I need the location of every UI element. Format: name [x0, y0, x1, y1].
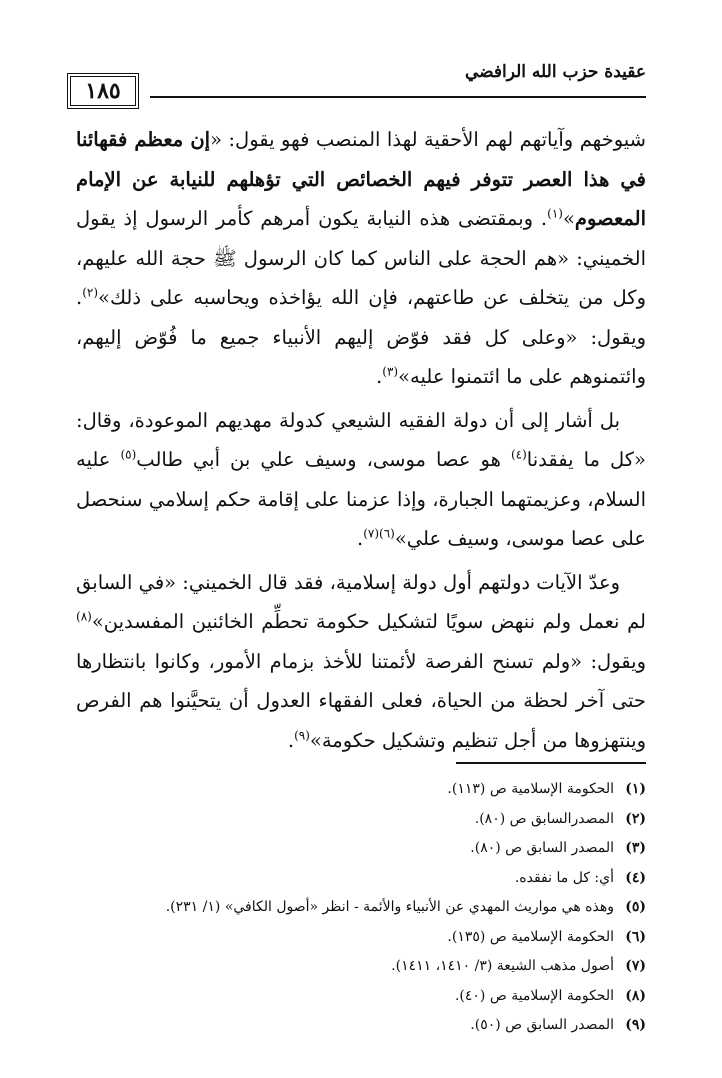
- page-number: ١٨٥: [85, 78, 121, 104]
- footnote-number: (١): [625, 781, 646, 797]
- body-text: [76, 120, 646, 760]
- footnote-text: المصدرالسابق ص (٨٠).: [474, 810, 614, 827]
- footnote-ref: (٢): [82, 285, 99, 300]
- paragraph: [76, 401, 646, 559]
- footnote-ref: (٨): [76, 609, 92, 624]
- footnote-text: أي: كل ما نفقده.: [514, 869, 614, 886]
- text-run: .: [376, 365, 383, 388]
- running-header-title: عقيدة حزب الله الرافضي: [464, 62, 646, 82]
- footnote-number: (٢): [625, 810, 646, 827]
- footnote-separator: [456, 762, 646, 764]
- paragraph: [76, 563, 646, 761]
- footnote-number: (٦): [625, 928, 646, 945]
- footnote: [60, 923, 646, 953]
- footnote-ref: (٩): [294, 728, 310, 742]
- footnote-number: (٣): [625, 840, 646, 856]
- text-run: .: [287, 728, 295, 752]
- text-run: هو عصا موسى، وسيف علي بن أبي طالب: [136, 448, 511, 471]
- footnote: [60, 1011, 646, 1041]
- text-run: ويقول: «ولم تسنح الفرصة لأئمتنا للأخذ بزمام الأمور، وكانوا بانتظارها حتى آخر لحظة من الحياة، فعلى الفقهاء العدول أن يتحيَّنوا هم الفرص وينتهزوها من أجل تنظيم وتشكيل حكومة»: [76, 649, 646, 752]
- text-run: »: [562, 207, 575, 230]
- footnotes: [60, 775, 646, 1041]
- bold-quote: إن معظم فقهائنا في هذا العصر تتوفر فيهم الخصائص التي تؤهلهم للنيابة عن الإمام المعصوم: [76, 128, 646, 230]
- footnote-number: (٨): [625, 987, 646, 1004]
- footnote-number: (٥): [625, 899, 646, 915]
- footnote-ref: (٦)(٧): [363, 526, 395, 541]
- footnote-text: المصدر السابق ص (٨٠).: [470, 840, 614, 856]
- text-run: شيوخهم وآياتهم لهم الأحقية لهذا المنصب فهو يقول: «: [210, 128, 647, 151]
- page-number-box: [67, 73, 139, 109]
- text-run: . ويقول: «وعلى كل فقد فوّض إليهم الأنبياء جميع ما فُوّض إليهم، وائتمنوهم على ما ائتمنوا عليه»: [76, 286, 646, 388]
- text-run: بل أشار إلى أن دولة الفقيه الشيعي كدولة مهديهم الموعودة، وقال: «كل ما يفقدنا: [76, 408, 646, 471]
- footnote: [60, 834, 646, 864]
- text-run: .: [357, 527, 364, 550]
- footnote-text: المصدر السابق ص (٥٠).: [470, 1017, 614, 1033]
- footnote-number: (٤): [625, 869, 646, 886]
- footnote: [60, 775, 646, 805]
- footnote: [60, 952, 646, 982]
- footnote: [60, 982, 646, 1012]
- footnote-ref: (٤): [510, 447, 527, 462]
- footnote-text: الحكومة الإسلامية ص (١٣٥).: [447, 928, 614, 945]
- footnote-ref: (٥): [120, 447, 137, 462]
- footnote-number: (٧): [625, 958, 646, 974]
- footnote-text: الحكومة الإسلامية ص (٤٠).: [454, 987, 614, 1004]
- footnote-ref: (١): [547, 206, 563, 221]
- footnote-text: وهذه هي مواريث المهدي عن الأنبياء والأئمة - انظر «أصول الكافي» (١/ ٢٣١).: [165, 899, 614, 915]
- footnote-ref: (٣): [382, 364, 399, 379]
- text-run: وعدّ الآيات دولتهم أول دولة إسلامية، فقد قال الخميني: «في السابق لم نعمل ولم ننهض سويًا لتشكيل حكومة تحطِّم الخائنين المفسدين»: [76, 570, 646, 633]
- footnote: [60, 893, 646, 923]
- text-run: . وبمقتضى هذه النيابة يكون أمرهم كأمر الرسول إذ يقول الخميني: «هم الحجة على الناس كما كان الرسول ﷺ حجة الله عليهم، وكل من يتخلف عن طاعتهم، فإن الله يؤاخذه ويحاسبه على ذلك»: [76, 207, 647, 309]
- text-run: عليه السلام، وعزيمتهما الجبارة، وإذا عزمنا على إقامة حكم إسلامي سنحصل على عصا موسى، وسيف علي»: [76, 448, 646, 550]
- footnote: [60, 805, 646, 835]
- footnote-text: الحكومة الإسلامية ص (١١٣).: [447, 781, 614, 797]
- footnote-text: أصول مذهب الشيعة (٣/ ١٤١٠، ١٤١١).: [391, 958, 614, 974]
- header-rule: [150, 96, 646, 98]
- paragraph: [76, 120, 646, 397]
- footnote: [60, 864, 646, 894]
- footnote-number: (٩): [625, 1017, 646, 1033]
